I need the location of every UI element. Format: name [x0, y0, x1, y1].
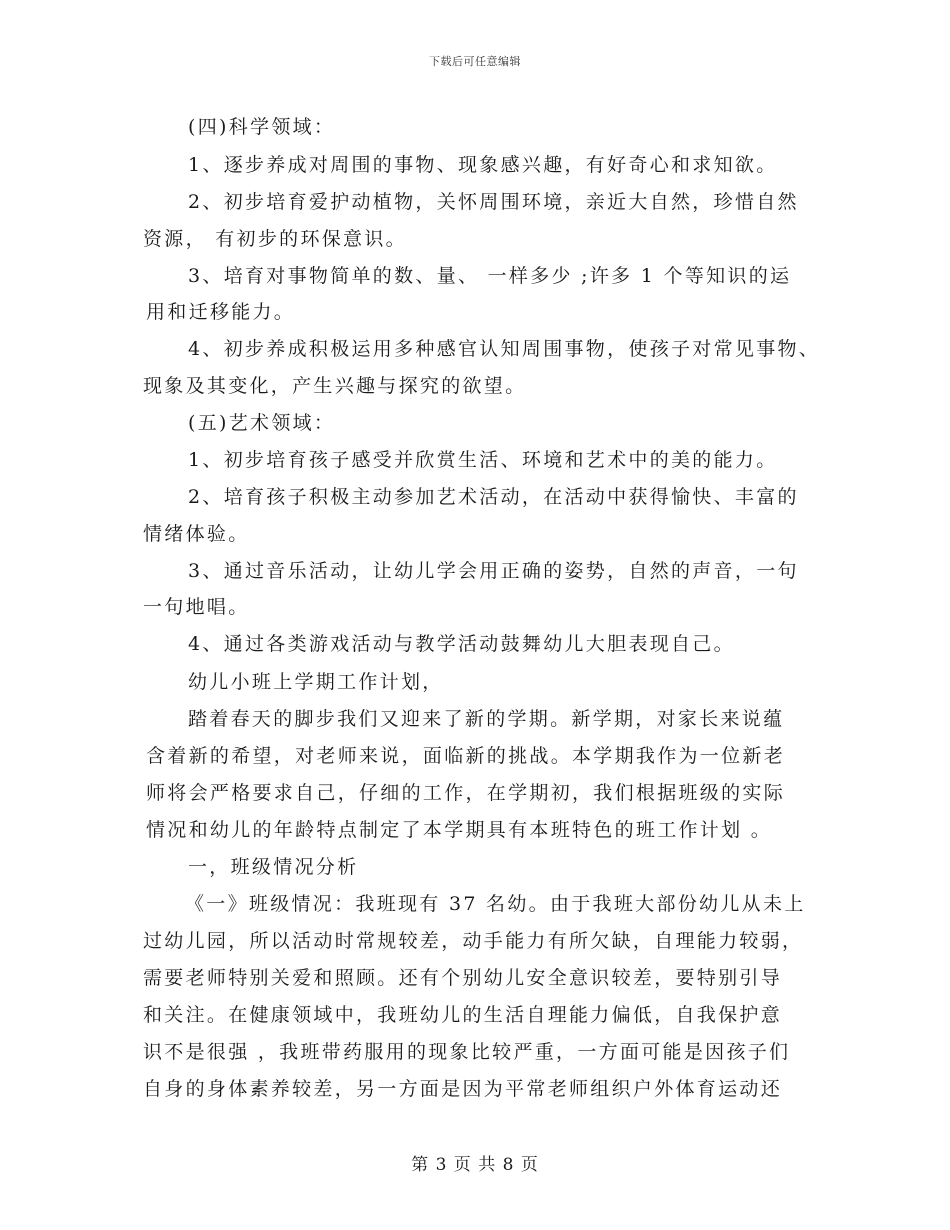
list-item-continuation: 资源， 有初步的环保意识。: [143, 228, 407, 250]
list-item: 1、初步培育孩子感受并欣赏生活、环境和艺术中的美的能力。: [188, 449, 778, 471]
list-item: 1、逐步养成对周围的事物、现象感兴趣，有好奇心和求知欲。: [188, 154, 778, 176]
section-heading-art: (五)艺术领域：: [188, 412, 336, 434]
list-item-continuation: 现象及其变化，产生兴趣与探究的欲望。: [143, 375, 527, 397]
plan-title: 幼儿小班上学期工作计划，: [188, 671, 444, 693]
paragraph-line: 自身的身体素养较差，另一方面是因为平常老师组织户外体育运动还: [143, 1078, 783, 1100]
header-note: 下载后可任意编辑: [429, 55, 521, 68]
paragraph-line: 踏着春天的脚步我们又迎来了新的学期。新学期，对家长来说蕴: [188, 708, 785, 730]
list-item: 2、培育孩子积极主动参加艺术活动，在活动中获得愉快、丰富的: [188, 486, 799, 508]
list-item: 4、通过各类游戏活动与教学活动鼓舞幼儿大胆表现自己。: [188, 633, 735, 655]
paragraph-line: 师将会严格要求自己，仔细的工作，在学期初，我们根据班级的实际: [146, 782, 786, 804]
list-item-continuation: 用和迁移能力。: [146, 301, 296, 323]
list-item-continuation: 一句地唱。: [143, 596, 250, 618]
paragraph-line: 需要老师特别关爱和照顾。还有个别幼儿安全意识较差，要特别引导: [143, 967, 783, 989]
paragraph-line: 过幼儿园，所以活动时常规较差，动手能力有所欠缺，自理能力较弱，: [143, 930, 804, 952]
list-item: 3、通过音乐活动，让幼儿学会用正确的姿势，自然的声音，一句: [188, 560, 799, 582]
list-item: 4、初步养成积极运用多种感官认知周围事物，使孩子对常见事物、: [188, 338, 821, 360]
paragraph-line: 《一》班级情况：我班现有 37 名幼。由于我班大部份幼儿从未上: [185, 893, 806, 915]
list-item: 3、培育对事物简单的数、量、 一样多少 ;许多 1 个等知识的运: [188, 265, 792, 287]
list-item-continuation: 情绪体验。: [143, 523, 250, 545]
paragraph-line: 和关注。在健康领域中，我班幼儿的生活自理能力偏低，自我保护意: [143, 1004, 783, 1026]
section-heading-science: (四)科学领域：: [188, 116, 336, 138]
paragraph-line: 识不是很强 ，我班带药服用的现象比较严重，一方面可能是因孩子们: [143, 1041, 791, 1063]
section-heading-class-analysis: 一，班级情况分析: [188, 856, 359, 878]
list-item: 2、初步培育爱护动植物，关怀周围环境，亲近大自然，珍惜自然: [188, 191, 799, 213]
page-number: 第 3 页 共 8 页: [411, 1155, 539, 1175]
paragraph-line: 情况和幼儿的年龄特点制定了本学期具有本班特色的班工作计划 。: [146, 819, 773, 841]
paragraph-line: 含着新的希望，对老师来说，面临新的挑战。本学期我作为一位新老: [146, 745, 786, 767]
